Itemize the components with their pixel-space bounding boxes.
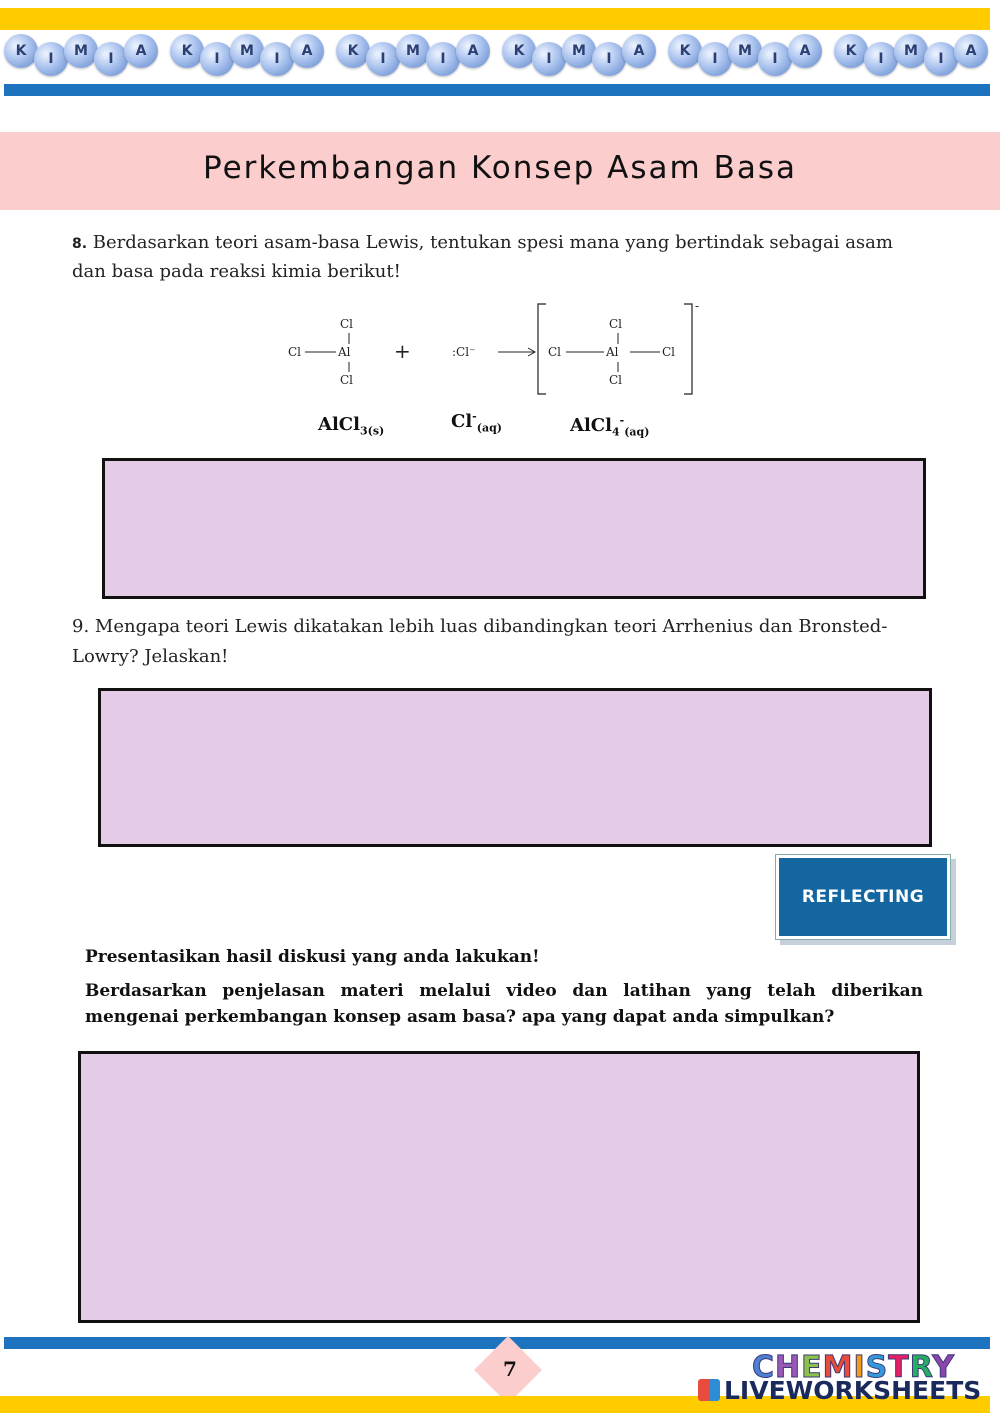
- chemistry-letter: T: [888, 1350, 910, 1385]
- kimia-bead-word: [170, 30, 330, 82]
- chemistry-letter: M: [822, 1350, 854, 1385]
- kimia-bead-word: [336, 30, 496, 82]
- bead-letter: I: [426, 42, 460, 76]
- product-charge: -: [695, 299, 700, 313]
- chemistry-letter: I: [853, 1350, 866, 1385]
- kimia-bead-word: [834, 30, 994, 82]
- bead-letter: A: [124, 34, 158, 68]
- alcl3-al: Al: [338, 345, 351, 359]
- chemistry-letter: E: [801, 1350, 823, 1385]
- bead-letter: I: [924, 42, 958, 76]
- question-9: 9. Mengapa teori Lewis dikatakan lebih luas dibandingkan teori Arrhenius dan Bronsted-Lowry? Jelaskan!: [72, 616, 888, 667]
- bead-letter: M: [728, 34, 762, 68]
- bead-letter: K: [336, 34, 370, 68]
- bead-letter: M: [230, 34, 264, 68]
- bead-letter: I: [366, 42, 400, 76]
- label-chloride: $Cl^-_{(aq)}$: [451, 410, 502, 435]
- kimia-bead-banner: [0, 30, 1000, 82]
- chemistry-letter: S: [865, 1350, 889, 1385]
- reflecting-badge: REFLECTING: [776, 855, 950, 939]
- bead-letter: K: [502, 34, 536, 68]
- alcl4-cl-left: Cl: [548, 345, 562, 359]
- bead-letter: A: [290, 34, 324, 68]
- bead-letter: I: [758, 42, 792, 76]
- liveworksheets-text: LIVEWORKSHEETS: [724, 1376, 982, 1405]
- bead-letter: A: [954, 34, 988, 68]
- bead-letter: A: [622, 34, 656, 68]
- bead-letter: K: [170, 34, 204, 68]
- bead-letter: K: [668, 34, 702, 68]
- chloride-ion: :Cl⁻: [452, 345, 476, 359]
- alcl4-cl-right: Cl: [662, 345, 676, 359]
- bead-letter: I: [200, 42, 234, 76]
- kimia-bead-word: [668, 30, 828, 82]
- label-alcl3: AlCl$_{3(s)}$: [318, 414, 385, 438]
- answer-box-conclusion[interactable]: [78, 1051, 920, 1323]
- bead-letter: K: [4, 34, 38, 68]
- question-8: [72, 229, 932, 285]
- bead-letter: K: [834, 34, 868, 68]
- bead-letter: I: [34, 42, 68, 76]
- bead-letter: M: [562, 34, 596, 68]
- bead-letter: I: [592, 42, 626, 76]
- chemistry-letter: C: [752, 1350, 776, 1385]
- reaction-diagram: [270, 298, 730, 408]
- bead-letter: I: [260, 42, 294, 76]
- header-blue-stripe: [4, 84, 990, 96]
- chemistry-letter: H: [775, 1350, 802, 1385]
- question-8-number: 8.: [72, 236, 88, 252]
- liveworksheets-logo[interactable]: [698, 1376, 981, 1405]
- kimia-bead-word: [4, 30, 164, 82]
- bead-letter: M: [396, 34, 430, 68]
- reflecting-prompt-2: Berdasarkan penjelasan materi melalui video dan latihan yang telah diberikan mengenai perkembangan konsep asam basa? apa yang dapat anda simpulkan?: [85, 981, 923, 1027]
- bead-letter: I: [864, 42, 898, 76]
- header-yellow-stripe: [0, 8, 990, 30]
- answer-box-question-9[interactable]: [98, 688, 932, 847]
- page-number: 7: [503, 1357, 517, 1381]
- alcl4-cl-top: Cl: [609, 317, 623, 331]
- bead-letter: A: [456, 34, 490, 68]
- bead-letter: A: [788, 34, 822, 68]
- liveworksheets-icon: [698, 1379, 720, 1401]
- alcl3-cl-top: Cl: [340, 317, 354, 331]
- reflecting-prompt-1: Presentasikan hasil diskusi yang anda lakukan!: [85, 947, 540, 967]
- answer-box-question-8[interactable]: [102, 458, 926, 599]
- bead-letter: I: [94, 42, 128, 76]
- bead-letter: I: [532, 42, 566, 76]
- alcl4-cl-bottom: Cl: [609, 373, 623, 387]
- plus-sign: +: [394, 339, 411, 363]
- alcl3-cl-bottom: Cl: [340, 373, 354, 387]
- question-8-text: Berdasarkan teori asam-basa Lewis, tentukan spesi mana yang bertindak sebagai asam dan basa pada reaksi kimia berikut!: [72, 232, 893, 282]
- chemistry-letter: Y: [932, 1350, 955, 1385]
- bead-letter: I: [698, 42, 732, 76]
- bead-letter: M: [64, 34, 98, 68]
- kimia-bead-word: [502, 30, 662, 82]
- alcl3-cl-left: Cl: [288, 345, 302, 359]
- page-title: Perkembangan Konsep Asam Basa: [203, 150, 797, 186]
- label-alcl4: AlCl$_4$-$_{(aq)}$: [570, 414, 650, 439]
- alcl4-al: Al: [606, 345, 619, 359]
- bead-letter: M: [894, 34, 928, 68]
- chemistry-letter: R: [909, 1350, 933, 1385]
